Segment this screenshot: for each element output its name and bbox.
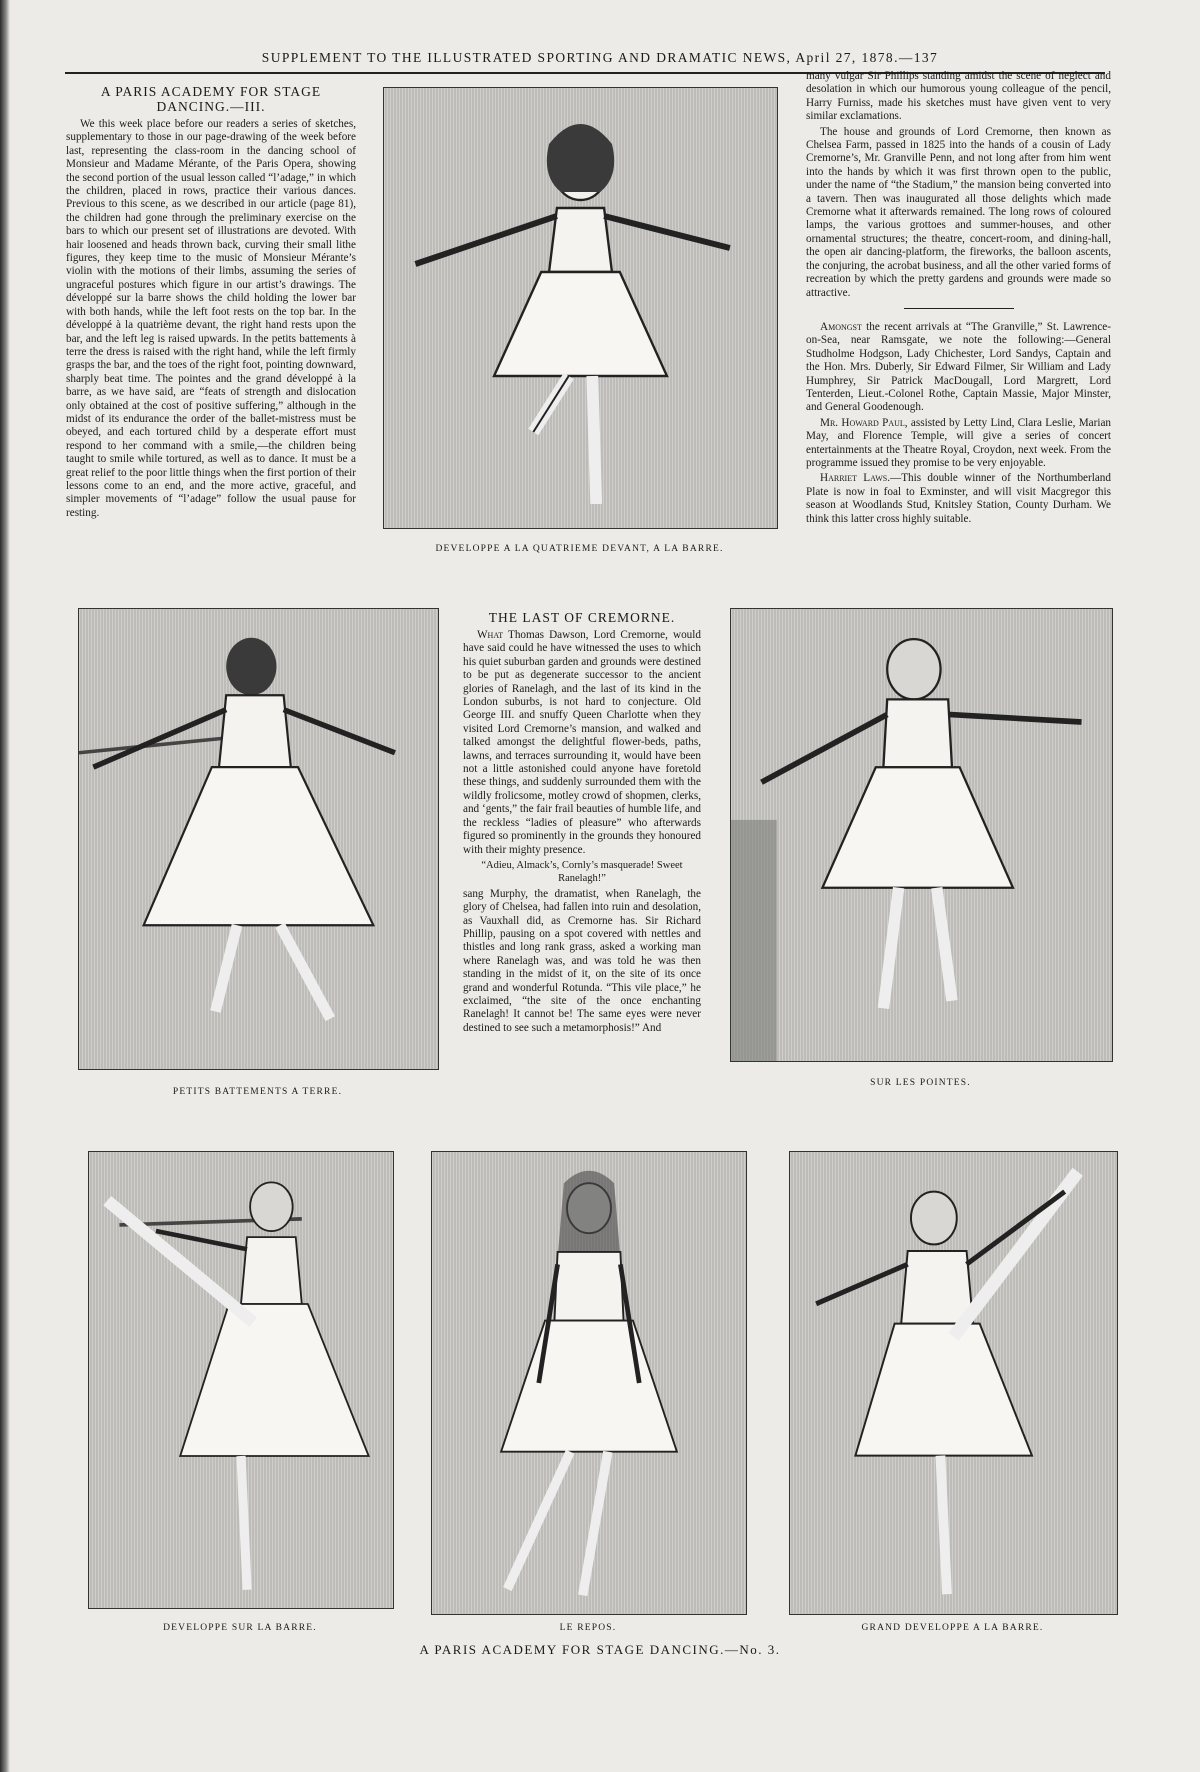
center-article-quote: “Adieu, Almack’s, Cornly’s masquerade! Sweet Ranelagh!” [481,859,683,885]
center-article-p1: Thomas Dawson, Lord Cremorne, would have said could he have witnessed the uses to which his quiet suburban garden and grounds were destined to be put as degenerate successor to the ancient glories of Ranelagh, and the last of its kind in the London suburbs, is not hard to conjecture. Old George III. and snuffy Queen Charlotte when they visited Lord Cremorne’s mansion, and walked and talked amongst the delightful flower-beds, paths, lawns, and terraces surrounding it, would have been not a little astonished could anyone have foretold these things, and suddenly surrounded them with the wildly frolicsome, motley crowd of shopmen, clerks, and ‘gents,” the fair frail beauties of humble life, and the reckless “ladies of pleasure” who afterwards figured so prominently in the grounds they honoured with their mighty presence. [463,629,701,856]
illustration-le-repos [431,1151,747,1615]
right-column-p1: many vulgar Sir Phillips standing amidst the scene of neglect and desolation in which our humorous young colleague of the pencil, Harry Furniss, made his sketches must have given vent to very similar exclamations. [806,70,1111,123]
center-article-title: THE LAST OF CREMORNE. [488,610,676,625]
caption-petits-battements: PETITS BATTEMENTS A TERRE. [172,1087,343,1097]
left-article-title [66,84,356,114]
dancer-figure-icon [79,609,438,1069]
dancer-figure-icon [731,609,1112,1061]
illustration-developpe-sur-la-barre [88,1151,394,1609]
dancer-figure-icon [790,1152,1117,1614]
illustration-sur-les-pointes [730,608,1113,1062]
right-column-p4: assisted by Letty Lind, Clara Leslie, Marian May, and Florence Temple, will give a series of concert entertainments at the Theatre Royal, Croydon, next week. From the programme issued they promise to be very enjoyable. [806,416,1111,469]
illustration-petits-battements [78,608,439,1070]
dancer-figure-icon [384,88,777,528]
caption-sur-les-pointes: SUR LES POINTES. [870,1078,971,1088]
section-separator [904,308,1014,309]
right-column-p5: —This double winner of the Northumberland Plate is now in foal to Exminster, and will visit Macgregor this season at Woodlands Stud, Knitsley Station, County Durham. We think this latter cross highly suitable. [806,472,1111,525]
center-article-p2: sang Murphy, the dramatist, when Ranelagh, the glory of Chelsea, had fallen into ruin and desolation, as Vauxhall did, as Cremorne has. Sir Richard Phillip, pausing on a spot covered with nettles and thistles and long rank grass, asked a working man where Ranelagh was, and was told he was then standing in the midst of it, on the site of its once grand and wonderful Rotunda. “This vile place,” he exclaimed, “the site of the once enchanting Ranelagh! It cannot be! The same eyes were never destined to see such a metamorphosis!” And [463,887,701,1034]
illustration-grand-developpe [789,1151,1118,1615]
dancer-figure-icon [89,1152,393,1608]
right-column-p2: The house and grounds of Lord Cremorne, then known as Chelsea Farm, passed in 1825 into the hands of a cousin of Lady Cremorne’s, Mr. Granville Penn, and not long after from him went into the hands by which it was first thrown open to the public, under the name of “the Stadium,” the mansion being converted into a tavern. Then was inaugurated all those delights which made Cremorne what it afterwards remained. The long rows of coloured lamps, the various grottoes and summer-houses, and other ornamental structures; the theatre, concert-room, and dining-hall, the open air dancing-platform, the fireworks, the balloon ascents, the conjuring, the acrobat business, and all the other varied forms of recreation by which the pretty gardens and grounds were made so attractive. [806,125,1111,299]
caption-grand-developpe: GRAND DEVELOPPE A LA BARRE. [861,1623,1044,1633]
right-column-p3-lead: Amongst [820,320,862,333]
caption-developpe-quatrieme: DEVELOPPE A LA QUATRIEME DEVANT, A LA BARRE. [435,544,724,554]
right-column [806,70,1111,556]
left-article-title-line2: DANCING.—III. [156,99,266,114]
left-article [66,84,356,566]
dancer-figure-icon [432,1152,746,1614]
page-footer-title: A PARIS ACADEMY FOR STAGE DANCING.—No. 3. [419,1642,781,1657]
left-article-body: We this week place before our readers a series of sketches, supplementary to those in our page-drawing of the week before last, representing the class-room in the dancing school of Monsieur and Madame Mérante, of the Paris Opera, showing the second portion of the usual lesson called “l’adage,” in which the children, placed in rows, practice their various dances. Previous to this scene, as we described in our article (page 81), the children had gone through the preliminary exercise on the bars to which our present set of illustrations are devoted. With hair loosened and heads thrown back, curving their small lithe figures, they keep time to the music of Monsieur Mérante’s violin with the motions of their limbs, assuming the series of ungraceful postures which figure in our artist’s drawings. The développé sur la barre shows the child holding the lower bar with both hands, while the left foot rests on the top bar. In the développé à la quatrième devant, the right hand rests upon the bar, and the left leg is raised upwards. In the petits battements à terre the dress is raised with the right hand, while the left firmly grasps the bar, and the toes of the right foot, pointing downward, sharply beat time. The pointes and the grand développé à la barre, as we have said, are “feats of strength and dislocation only obtained at the cost of positive suffering,” although in the midst of its endurance the order of the ballet-mistress must be obeyed, and each tortured child by a desperate effort must respond to her command with a smile,—the children being taught to smile while tortured, as well as to dance. It must be a great relief to the poor little things when the first portion of their lessons come to an end, and the more active, graceful, and simpler movements of “l’adage” follow the usual pause for resting. [66,118,356,519]
center-article [463,610,701,1096]
caption-le-repos: LE REPOS. [559,1623,617,1633]
illustration-developpe-quatrieme [383,87,778,529]
caption-developpe-sur-la-barre: DEVELOPPE SUR LA BARRE. [163,1623,317,1633]
center-article-p1-lead: What [477,629,504,641]
left-article-title-line1: A PARIS ACADEMY FOR STAGE [100,84,322,99]
running-head: SUPPLEMENT TO THE ILLUSTRATED SPORTING AND DRAMATIC NEWS, April 27, 1878.—137 [261,50,939,65]
right-column-p4-lead: Mr. Howard Paul, [820,416,908,429]
page-binding-shadow [0,0,10,1772]
right-column-p3: the recent arrivals at “The Granville,” St. Lawrence-on-Sea, near Ramsgate, we note the following:—General Studholme Hodgson, Lady Chichester, Lord Sandys, Captain and the Hon. Mrs. Duberly, Sir Edward Filmer, Sir William and Lady Humphrey, Sir Patrick MacDougall, Lord Margrett, Lord Tenterden, Lieut.-Colonel Rothe, Captain Massie, Major Minster, and General Goodenough. [806,320,1111,414]
right-column-p5-lead: Harriet Laws. [820,472,891,485]
